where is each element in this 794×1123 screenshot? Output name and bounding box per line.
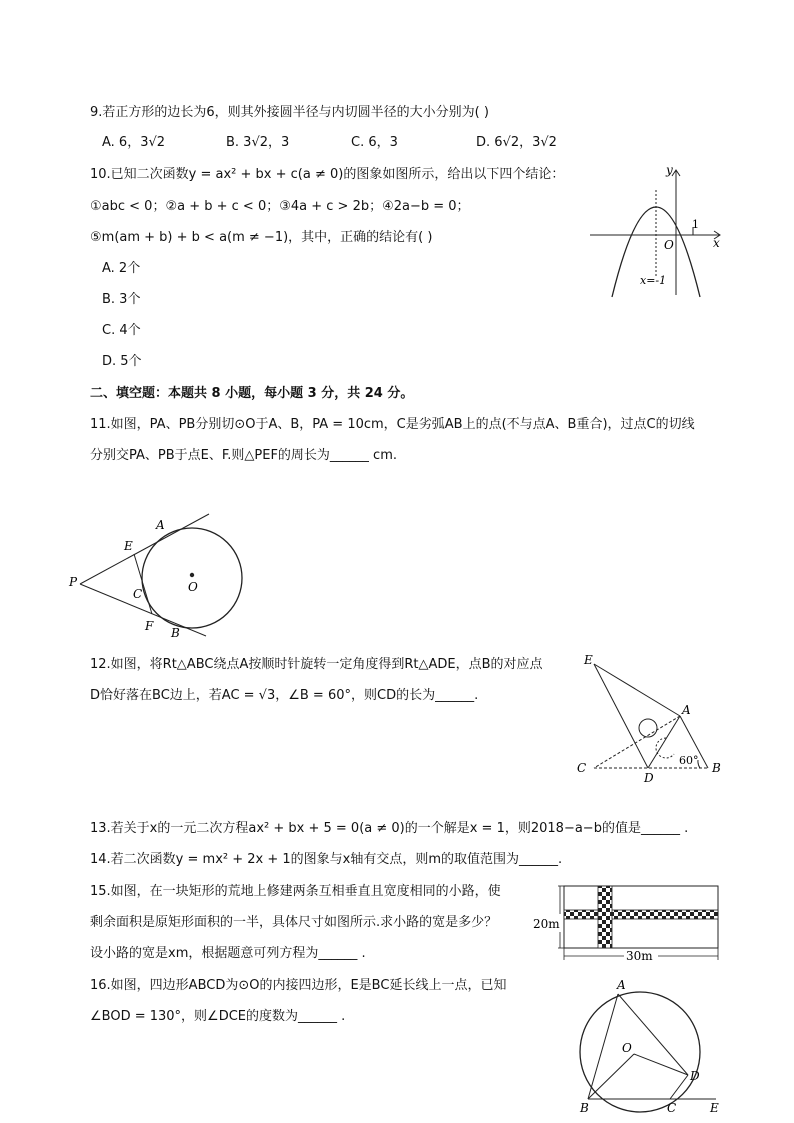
q15-rectangle-figure (530, 880, 730, 966)
q12-fig-b: B (712, 761, 721, 775)
q9-stem: 9.若正方形的边长为6，则其外接圆半径与内切圆半径的大小分别为( ) (90, 105, 489, 120)
q15-line-1: 15.如图，在一块矩形的荒地上修建两条互相垂直且宽度相同的小路，使 (90, 884, 501, 899)
q15-fig-width: 30m (626, 949, 653, 963)
q11-line-1: 11.如图，PA、PB分别切⊙O于A、B，PA = 10cm，C是劣弧AB上的点(不与点A、B重合)，过点C的切线 (90, 417, 695, 432)
q15-fig-height: 20m (533, 917, 560, 931)
q10-fig-origin: O (664, 238, 674, 252)
q11-fig-o: O (188, 580, 198, 594)
q12-line-2: D恰好落在BC边上，若AC = √3，∠B = 60°，则CD的长为______. (90, 688, 479, 703)
q16-fig-a: A (617, 978, 626, 992)
q9-option-b: B. 3√2，3 (226, 135, 290, 150)
q12-fig-c: C (577, 761, 587, 775)
section-2-title: 二、填空题：本题共 8 小题，每小题 3 分，共 24 分。 (90, 386, 414, 401)
q11-fig-p: P (69, 575, 78, 589)
q10-option-b: B. 3个 (102, 292, 141, 307)
q16-fig-d: D (690, 1069, 700, 1083)
q16-fig-e: E (710, 1101, 719, 1115)
q16-fig-b: B (580, 1101, 589, 1115)
q16-fig-o: O (622, 1041, 632, 1055)
q16-inscribed-figure (566, 972, 730, 1118)
q10-fig-axis-label: x=-1 (640, 274, 667, 287)
q10-option-d: D. 5个 (102, 354, 142, 369)
q11-line-2: 分别交PA、PB于点E、F.则△PEF的周长为______ cm. (90, 448, 397, 463)
q10-conclusions-2: ⑤m(am + b) + b < a(m ≠ −1)，其中，正确的结论有( ) (90, 230, 433, 245)
q12-fig-d: D (644, 771, 654, 785)
q11-fig-f: F (145, 619, 154, 633)
q16-line-2: ∠BOD = 130°，则∠DCE的度数为______ . (90, 1009, 346, 1024)
q12-fig-a: A (682, 703, 691, 717)
q13-text: 13.若关于x的一元二次方程ax² + bx + 5 = 0(a ≠ 0)的一个解是x = 1，则2018−a−b的值是______ . (90, 821, 689, 836)
q11-fig-b: B (171, 626, 180, 640)
q10-option-c: C. 4个 (102, 323, 141, 338)
q10-fig-x-label: x (713, 236, 720, 250)
q14-text: 14.若二次函数y = mx² + 2x + 1的图象与x轴有交点，则m的取值范围为______. (90, 852, 563, 867)
q9-option-d: D. 6√2，3√2 (476, 135, 557, 150)
q10-option-a: A. 2个 (102, 261, 141, 276)
q11-fig-a: A (156, 518, 165, 532)
q10-parabola-figure (586, 162, 726, 302)
q16-line-1: 16.如图，四边形ABCD为⊙O的内接四边形，E是BC延长线上一点，已知 (90, 978, 507, 993)
q11-fig-c: C (133, 587, 143, 601)
q9-option-a: A. 6，3√2 (102, 135, 166, 150)
q12-rotation-figure (574, 650, 730, 786)
q10-fig-y-label: y (666, 163, 673, 177)
q15-line-2: 剩余面积是原矩形面积的一半，具体尺寸如图所示.求小路的宽是多少？ (90, 915, 498, 930)
q10-conclusions-1: ①abc < 0；②a + b + c < 0；③4a + c > 2b；④2a−b = 0； (90, 199, 470, 214)
q11-fig-e: E (124, 539, 133, 553)
q9-option-c: C. 6，3 (351, 135, 398, 150)
q12-fig-angle: 60° (679, 754, 699, 767)
q10-fig-one: 1 (692, 218, 699, 231)
q12-line-1: 12.如图，将Rt△ABC绕点A按顺时针旋转一定角度得到Rt△ADE，点B的对应点 (90, 657, 543, 672)
q15-line-3: 设小路的宽是xm，根据题意可列方程为______ . (90, 946, 366, 961)
q11-tangent-figure (66, 512, 256, 644)
q16-fig-c: C (667, 1101, 677, 1115)
q10-stem: 10.已知二次函数y = ax² + bx + c(a ≠ 0)的图象如图所示，给出以下四个结论： (90, 167, 565, 182)
q12-fig-e: E (584, 653, 593, 667)
